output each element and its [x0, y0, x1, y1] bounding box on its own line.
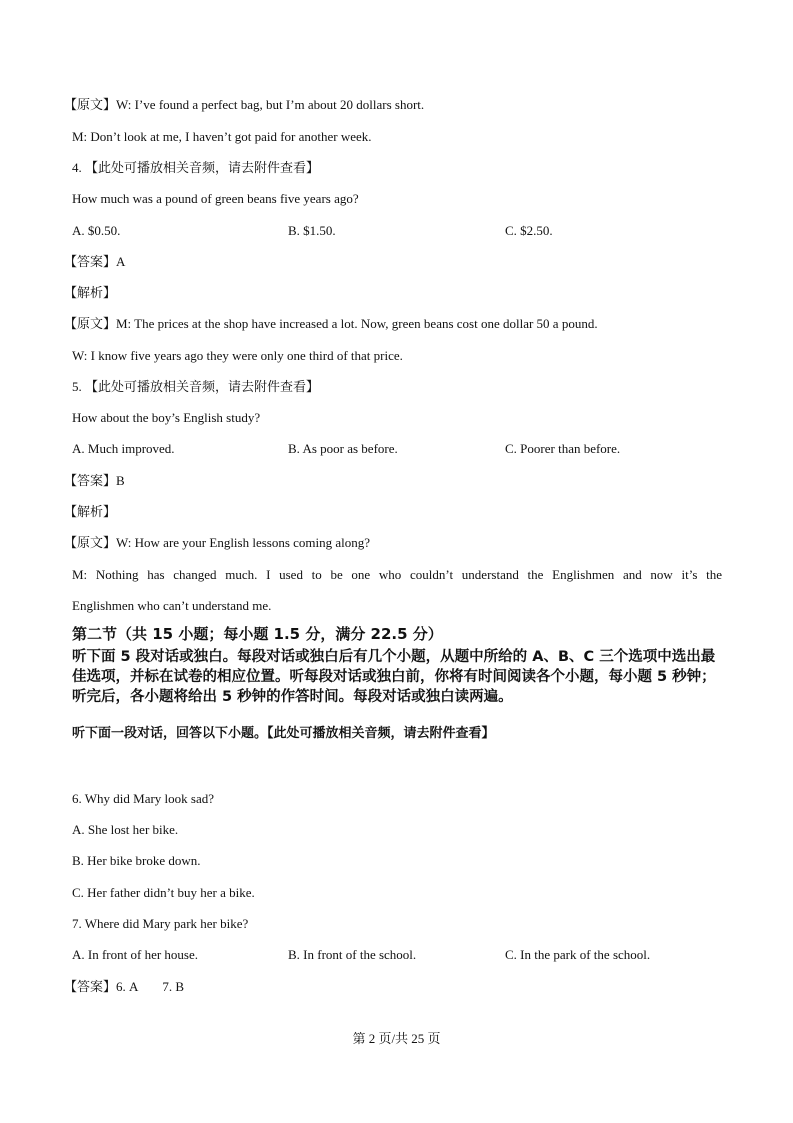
answer-6: 6. A — [116, 979, 139, 994]
q4-analysis: 【解析】 — [64, 285, 117, 300]
q4-header: 4. 【此处可播放相关音频，请去附件查看】 — [72, 160, 320, 175]
dialogue-line: M: Don’t look at me, I haven’t got paid for another week. — [72, 129, 372, 144]
q4-answer: 【答案】A — [64, 254, 126, 269]
q5-original-text: 【原文】W: How are your English lessons coming along? — [64, 535, 371, 550]
q5-option-b: B. As poor as before. — [288, 441, 398, 456]
q5-answer: 【答案】B — [64, 473, 125, 488]
section-instructions: 听下面 5 段对话或独白。每段对话或独白后有几个小题，从题中所给的 A、B、C 三个选项中选出最佳选项，并标在试卷的相应位置。听每段对话或独白前，你将有时间阅读各个小题，每小题 5 秒钟；听完后，各小题将给出 5 秒钟的作答时间。每段对话或独白读两遍。 — [72, 649, 716, 705]
q7-option-a: A. In front of her house. — [72, 947, 198, 962]
q6-option-c: C. Her father didn’t buy her a bike. — [72, 885, 255, 900]
q4-option-c: C. $2.50. — [505, 223, 553, 238]
q4-dialogue-line: W: I know five years ago they were only one third of that price. — [72, 348, 403, 363]
dialogue-prompt: 听下面一段对话，回答以下小题。【此处可播放相关音频，请去附件查看】 — [72, 726, 495, 741]
q5-option-a: A. Much improved. — [72, 441, 175, 456]
q4-option-a: A. $0.50. — [72, 223, 121, 238]
page-footer: 第 2 页/共 25 页 — [352, 1031, 441, 1046]
q5-dialogue-line-2: Englishmen who can’t understand me. — [72, 598, 272, 613]
q7-option-c: C. In the park of the school. — [505, 947, 651, 962]
q4-original-text: 【原文】M: The prices at the shop have increased a lot. Now, green beans cost one dollar 50 a pound. — [64, 316, 598, 331]
q4-question: How much was a pound of green beans five years ago? — [72, 191, 359, 206]
q7-question: 7. Where did Mary park her bike? — [72, 916, 249, 931]
answers-6-7 — [64, 979, 184, 995]
answers-label: 【答案】 — [64, 979, 117, 994]
q5-option-c: C. Poorer than before. — [505, 441, 621, 456]
answer-7: 7. B — [162, 979, 185, 994]
q6-option-a: A. She lost her bike. — [72, 822, 179, 837]
section-title: 第二节（共 15 小题；每小题 1.5 分，满分 22.5 分） — [72, 625, 443, 643]
q5-dialogue-line-1: M: Nothing has changed much. I used to be one who couldn’t understand the Englishmen and now it’s the — [72, 567, 722, 582]
original-text-line: 【原文】W: I’ve found a perfect bag, but I’m about 20 dollars short. — [64, 97, 425, 112]
q6-question: 6. Why did Mary look sad? — [72, 791, 215, 806]
q7-option-b: B. In front of the school. — [288, 947, 417, 962]
q6-option-b: B. Her bike broke down. — [72, 853, 201, 868]
q4-option-b: B. $1.50. — [288, 223, 336, 238]
q5-analysis: 【解析】 — [64, 504, 117, 519]
q5-question: How about the boy’s English study? — [72, 410, 261, 425]
q5-header: 5. 【此处可播放相关音频，请去附件查看】 — [72, 379, 320, 394]
